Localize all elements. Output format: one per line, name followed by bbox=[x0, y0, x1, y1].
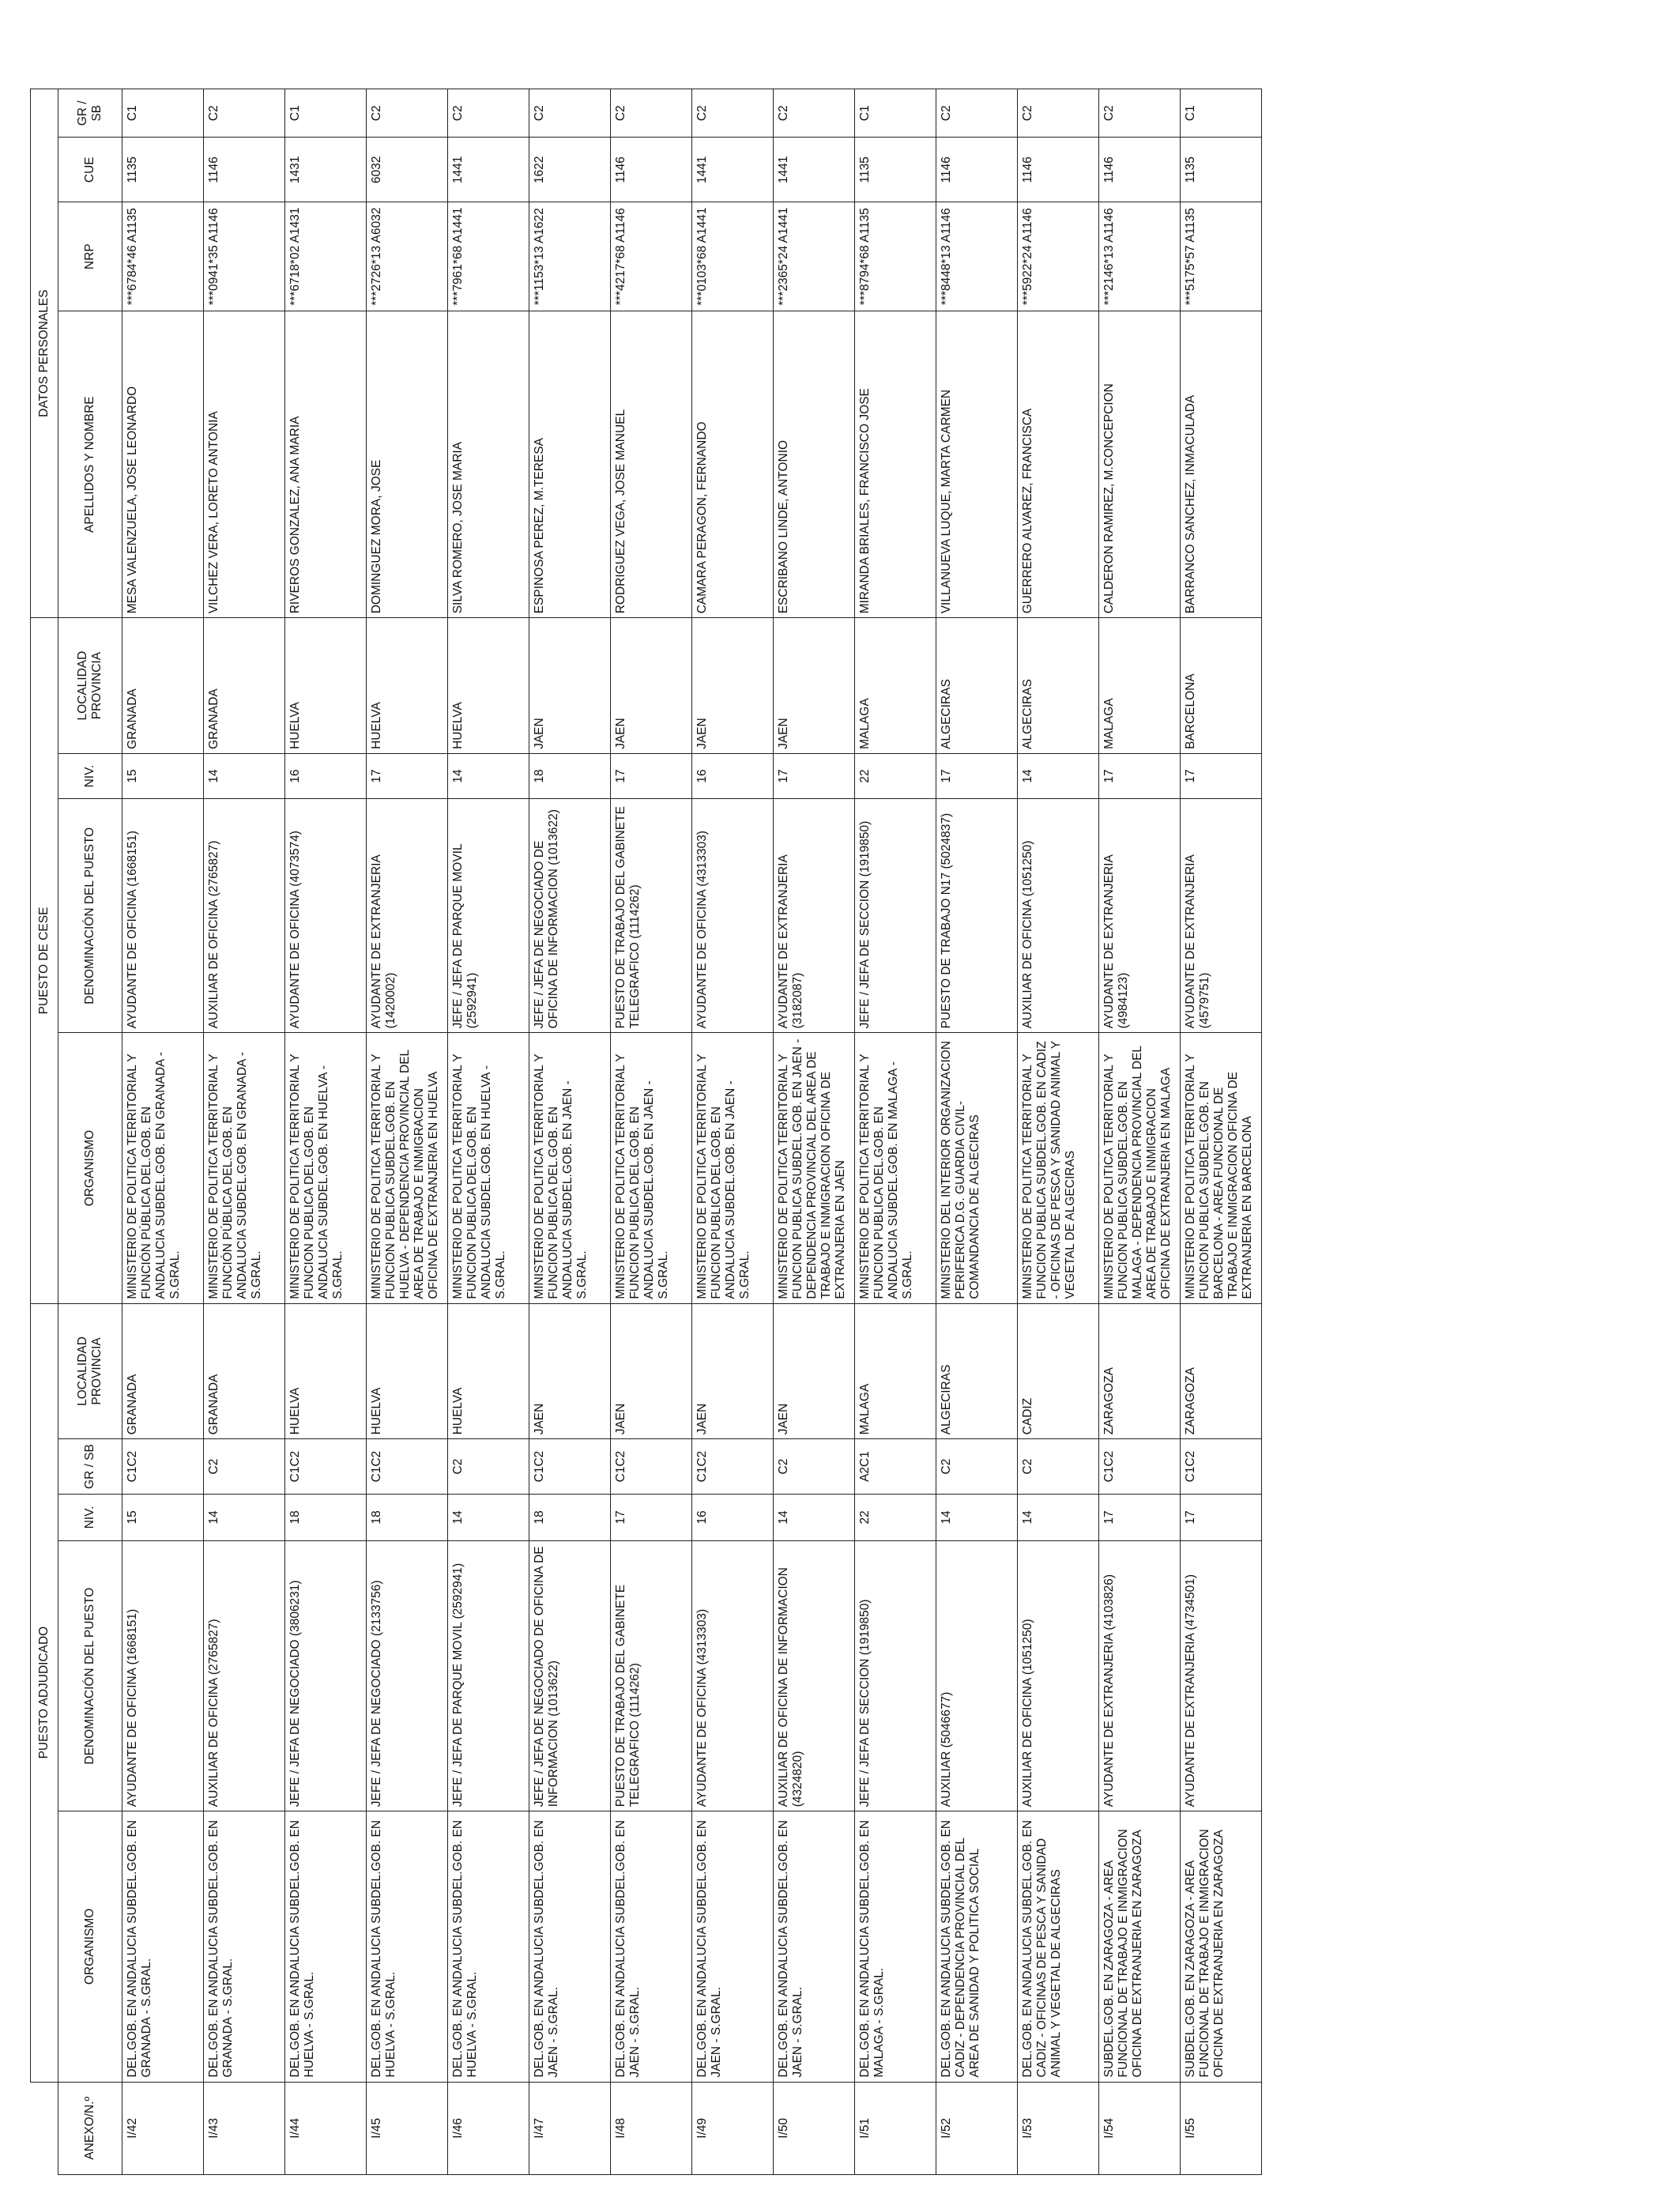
cese-localidad-cell: ALGECIRAS bbox=[1018, 618, 1099, 754]
personal-gr-sb-cell: C2 bbox=[448, 89, 529, 138]
denominacion-cell: JEFE / JEFA DE NEGOCIADO DE OFICINA DE INFORMACION (1013622) bbox=[529, 1541, 611, 1811]
cese-nivel-cell: 14 bbox=[1018, 753, 1099, 798]
cese-denominacion-cell: AYUDANTE DE EXTRANJERIA (4579751) bbox=[1181, 799, 1262, 1033]
nivel-cell: 17 bbox=[1099, 1494, 1181, 1540]
anexo-cell: I/45 bbox=[367, 2082, 448, 2174]
cese-denominacion-cell: AYUDANTE DE OFICINA (1668151) bbox=[122, 799, 204, 1033]
nrp-cell: ***4217*68 A1146 bbox=[611, 202, 692, 311]
personal-gr-sb-cell: C2 bbox=[611, 89, 692, 138]
localidad-cell: HUELVA bbox=[367, 1303, 448, 1439]
anexo-cell: I/43 bbox=[204, 2082, 285, 2174]
organismo-cell: DEL.GOB. EN ANDALUCIA SUBDEL.GOB. EN JAEN - S.GRAL. bbox=[611, 1811, 692, 2082]
personal-gr-sb-cell: C1 bbox=[855, 89, 936, 138]
col-header-gr-sb: GR / SB bbox=[58, 1439, 122, 1494]
cese-localidad-cell: MALAGA bbox=[855, 618, 936, 754]
col-header-organismo: ORGANISMO bbox=[58, 1811, 122, 2082]
cese-localidad-cell: HUELVA bbox=[448, 618, 529, 754]
cue-cell: 1441 bbox=[774, 138, 855, 202]
cese-denominacion-cell: AYUDANTE DE OFICINA (4073574) bbox=[285, 799, 367, 1033]
personal-gr-sb-cell: C2 bbox=[1099, 89, 1181, 138]
cue-cell: 6032 bbox=[367, 138, 448, 202]
cese-localidad-cell: MALAGA bbox=[1099, 618, 1181, 754]
cese-organismo-cell: MINISTERIO DE POLITICA TERRITORIAL Y FUNCION PUBLICA DEL.GOB. EN ANDALUCIA SUBDEL.GOB. EN JAEN - S.GRAL. bbox=[529, 1033, 611, 1303]
organismo-cell: DEL.GOB. EN ANDALUCIA SUBDEL.GOB. EN MALAGA - S.GRAL. bbox=[855, 1811, 936, 2082]
gr-sb-cell: C1C2 bbox=[285, 1439, 367, 1494]
denominacion-cell: AUXILIAR (5046677) bbox=[936, 1541, 1018, 1811]
apellidos-nombre-cell: VILLANUEVA LUQUE, MARTA CARMEN bbox=[936, 311, 1018, 618]
cue-cell: 1146 bbox=[1018, 138, 1099, 202]
col-header-cese-denominacion: DENOMINACIÓN DEL PUESTO bbox=[58, 799, 122, 1033]
gr-sb-cell: C1C2 bbox=[367, 1439, 448, 1494]
cese-localidad-cell: JAEN bbox=[692, 618, 774, 754]
cue-cell: 1146 bbox=[204, 138, 285, 202]
localidad-cell: JAEN bbox=[692, 1303, 774, 1439]
cese-nivel-cell: 17 bbox=[367, 753, 448, 798]
cese-localidad-cell: JAEN bbox=[611, 618, 692, 754]
organismo-cell: DEL.GOB. EN ANDALUCIA SUBDEL.GOB. EN JAEN - S.GRAL. bbox=[774, 1811, 855, 2082]
cese-denominacion-cell: JEFE / JEFA DE SECCION (1919850) bbox=[855, 799, 936, 1033]
denominacion-cell: AUXILIAR DE OFICINA (1051250) bbox=[1018, 1541, 1099, 1811]
organismo-cell: SUBDEL.GOB. EN ZARAGOZA - AREA FUNCIONAL DE TRABAJO E INMIGRACION OFICINA DE EXTRANJERIA EN ZARAGOZA bbox=[1181, 1811, 1262, 2082]
apellidos-nombre-cell: ESCRIBANO LINDE, ANTONIO bbox=[774, 311, 855, 618]
apellidos-nombre-cell: DOMINGUEZ MORA, JOSE bbox=[367, 311, 448, 618]
nrp-cell: ***5922*24 A1146 bbox=[1018, 202, 1099, 311]
localidad-cell: JAEN bbox=[611, 1303, 692, 1439]
table-row bbox=[692, 89, 774, 2175]
cese-organismo-cell: MINISTERIO DE POLITICA TERRITORIAL Y FUNCION PUBLICA SUBDEL.GOB. EN BARCELONA - AREA FUNCIONAL DE TRABAJO E INMIGRACION OFICINA DE EXTRANJERIA EN BARCELONA bbox=[1181, 1033, 1262, 1303]
nivel-cell: 22 bbox=[855, 1494, 936, 1540]
col-header-denominacion: DENOMINACIÓN DEL PUESTO bbox=[58, 1541, 122, 1811]
col-header-anexo: ANEXO/N.º bbox=[58, 2082, 122, 2174]
table-row bbox=[855, 89, 936, 2175]
nrp-cell: ***8794*68 A1135 bbox=[855, 202, 936, 311]
personal-gr-sb-cell: C1 bbox=[122, 89, 204, 138]
nrp-cell: ***2146*13 A1146 bbox=[1099, 202, 1181, 311]
organismo-cell: DEL.GOB. EN ANDALUCIA SUBDEL.GOB. EN HUELVA - S.GRAL. bbox=[448, 1811, 529, 2082]
localidad-cell: MALAGA bbox=[855, 1303, 936, 1439]
cese-denominacion-cell: AUXILIAR DE OFICINA (1051250) bbox=[1018, 799, 1099, 1033]
cese-localidad-cell: JAEN bbox=[774, 618, 855, 754]
denominacion-cell: JEFE / JEFA DE NEGOCIADO (2133756) bbox=[367, 1541, 448, 1811]
cese-localidad-cell: ALGECIRAS bbox=[936, 618, 1018, 754]
apellidos-nombre-cell: MIRANDA BRIALES, FRANCISCO JOSE bbox=[855, 311, 936, 618]
localidad-cell: HUELVA bbox=[285, 1303, 367, 1439]
nrp-cell: ***1153*13 A1622 bbox=[529, 202, 611, 311]
cese-organismo-cell: MINISTERIO DE POLITICA TERRITORIAL Y FUNCION PUBLICA DEL.GOB. EN ANDALUCIA SUBDEL.GOB. EN JAEN - S.GRAL. bbox=[692, 1033, 774, 1303]
nivel-cell: 18 bbox=[285, 1494, 367, 1540]
col-header-localidad: LOCALIDAD PROVINCIA bbox=[58, 1303, 122, 1439]
nivel-cell: 14 bbox=[774, 1494, 855, 1540]
group-puesto-de-cese: PUESTO DE CESE bbox=[31, 618, 58, 1303]
rotated-document-sheet bbox=[16, 0, 1648, 2194]
cese-organismo-cell: MINISTERIO DE POLITICA TERRITORIAL Y FUNCION PUBLICA SUBDEL.GOB. EN CADIZ - OFICINAS DE PESCA Y SANIDAD ANIMAL Y VEGETAL DE ALGECIRAS bbox=[1018, 1033, 1099, 1303]
cese-denominacion-cell: AYUDANTE DE EXTRANJERIA (3182087) bbox=[774, 799, 855, 1033]
personal-gr-sb-cell: C1 bbox=[1181, 89, 1262, 138]
localidad-cell: JAEN bbox=[529, 1303, 611, 1439]
cese-organismo-cell: MINISTERIO DE POLITICA TERRITORIAL Y FUNCION PUBLICA DEL.GOB. EN ANDALUCIA SUBDEL.GOB. EN MALAGA - S.GRAL. bbox=[855, 1033, 936, 1303]
denominacion-cell: AYUDANTE DE EXTRANJERIA (4103826) bbox=[1099, 1541, 1181, 1811]
cese-nivel-cell: 17 bbox=[774, 753, 855, 798]
cese-nivel-cell: 17 bbox=[611, 753, 692, 798]
table-row bbox=[936, 89, 1018, 2175]
anexo-cell: I/44 bbox=[285, 2082, 367, 2174]
cue-cell: 1146 bbox=[1099, 138, 1181, 202]
organismo-cell: DEL.GOB. EN ANDALUCIA SUBDEL.GOB. EN CADIZ - DEPENDENCIA PROVINCIAL DEL AREA DE SANIDAD Y POLITICA SOCIAL bbox=[936, 1811, 1018, 2082]
cese-organismo-cell: MINISTERIO DE POLITICA TERRITORIAL Y FUNCION PUBLICA SUBDEL.GOB. EN HUELVA - DEPENDENCIA PROVINCIAL DEL AREA DE TRABAJO E INMIGRACION OFICINA DE EXTRANJERIA EN HUELVA bbox=[367, 1033, 448, 1303]
personal-gr-sb-cell: C2 bbox=[936, 89, 1018, 138]
localidad-cell: JAEN bbox=[774, 1303, 855, 1439]
cese-organismo-cell: MINISTERIO DE POLITICA TERRITORIAL Y FUNCION PUBLICA SUBDEL.GOB. EN MALAGA - DEPENDENCIA PROVINCIAL DEL AREA DE TRABAJO E INMIGRACION OFICINA DE EXTRANJERIA EN MALAGA bbox=[1099, 1033, 1181, 1303]
organismo-cell: DEL.GOB. EN ANDALUCIA SUBDEL.GOB. EN HUELVA - S.GRAL. bbox=[367, 1811, 448, 2082]
denominacion-cell: AUXILIAR DE OFICINA (2765827) bbox=[204, 1541, 285, 1811]
nrp-cell: ***0941*35 A1146 bbox=[204, 202, 285, 311]
cue-cell: 1622 bbox=[529, 138, 611, 202]
cese-nivel-cell: 18 bbox=[529, 753, 611, 798]
cese-localidad-cell: HUELVA bbox=[285, 618, 367, 754]
anexo-cell: I/54 bbox=[1099, 2082, 1181, 2174]
nivel-cell: 18 bbox=[367, 1494, 448, 1540]
apellidos-nombre-cell: MESA VALENZUELA, JOSE LEONARDO bbox=[122, 311, 204, 618]
gr-sb-cell: C2 bbox=[1018, 1439, 1099, 1494]
cue-cell: 1431 bbox=[285, 138, 367, 202]
cese-denominacion-cell: AUXILIAR DE OFICINA (2765827) bbox=[204, 799, 285, 1033]
table-row bbox=[204, 89, 285, 2175]
table-row bbox=[1018, 89, 1099, 2175]
localidad-cell: GRANADA bbox=[122, 1303, 204, 1439]
table-row bbox=[611, 89, 692, 2175]
denominacion-cell: JEFE / JEFA DE NEGOCIADO (3806231) bbox=[285, 1541, 367, 1811]
denominacion-cell: PUESTO DE TRABAJO DEL GABINETE TELEGRAFICO (1114262) bbox=[611, 1541, 692, 1811]
personal-gr-sb-cell: C2 bbox=[204, 89, 285, 138]
personal-gr-sb-cell: C2 bbox=[692, 89, 774, 138]
anexo-cell: I/51 bbox=[855, 2082, 936, 2174]
nivel-cell: 17 bbox=[611, 1494, 692, 1540]
nrp-cell: ***6784*46 A1135 bbox=[122, 202, 204, 311]
nivel-cell: 14 bbox=[1018, 1494, 1099, 1540]
nrp-cell: ***6718*02 A1431 bbox=[285, 202, 367, 311]
table-row bbox=[367, 89, 448, 2175]
cese-localidad-cell: GRANADA bbox=[122, 618, 204, 754]
organismo-cell: DEL.GOB. EN ANDALUCIA SUBDEL.GOB. EN GRANADA - S.GRAL. bbox=[204, 1811, 285, 2082]
cese-nivel-cell: 16 bbox=[285, 753, 367, 798]
table-row bbox=[122, 89, 204, 2175]
cue-cell: 1441 bbox=[448, 138, 529, 202]
nrp-cell: ***8448*13 A1146 bbox=[936, 202, 1018, 311]
gr-sb-cell: A2C1 bbox=[855, 1439, 936, 1494]
cese-organismo-cell: MINISTERIO DEL INTERIOR ORGANIZACION PERIFERICA D.G. GUARDIA CIVIL- COMANDANCIA DE ALGECIRAS bbox=[936, 1033, 1018, 1303]
table-row bbox=[774, 89, 855, 2175]
anexo-cell: I/52 bbox=[936, 2082, 1018, 2174]
assignments-table bbox=[30, 89, 1262, 2175]
corner-blank bbox=[31, 2082, 58, 2174]
cese-nivel-cell: 22 bbox=[855, 753, 936, 798]
cese-denominacion-cell: PUESTO DE TRABAJO N17 (5024837) bbox=[936, 799, 1018, 1033]
cese-denominacion-cell: AYUDANTE DE OFICINA (4313303) bbox=[692, 799, 774, 1033]
personal-gr-sb-cell: C2 bbox=[529, 89, 611, 138]
cue-cell: 1135 bbox=[122, 138, 204, 202]
apellidos-nombre-cell: CAMARA PERAGON, FERNANDO bbox=[692, 311, 774, 618]
anexo-cell: I/48 bbox=[611, 2082, 692, 2174]
table-row bbox=[1181, 89, 1262, 2175]
table-row bbox=[1099, 89, 1181, 2175]
cese-denominacion-cell: JEFE / JEFA DE NEGOCIADO DE OFICINA DE INFORMACION (1013622) bbox=[529, 799, 611, 1033]
gr-sb-cell: C2 bbox=[774, 1439, 855, 1494]
gr-sb-cell: C1C2 bbox=[1099, 1439, 1181, 1494]
col-header-personal-gr-sb: GR / SB bbox=[58, 89, 122, 138]
cese-nivel-cell: 17 bbox=[936, 753, 1018, 798]
cue-cell: 1135 bbox=[1181, 138, 1262, 202]
organismo-cell: DEL.GOB. EN ANDALUCIA SUBDEL.GOB. EN GRANADA - S.GRAL. bbox=[122, 1811, 204, 2082]
anexo-cell: I/55 bbox=[1181, 2082, 1262, 2174]
organismo-cell: DEL.GOB. EN ANDALUCIA SUBDEL.GOB. EN JAEN - S.GRAL. bbox=[529, 1811, 611, 2082]
anexo-cell: I/47 bbox=[529, 2082, 611, 2174]
anexo-cell: I/49 bbox=[692, 2082, 774, 2174]
personal-gr-sb-cell: C1 bbox=[285, 89, 367, 138]
cese-nivel-cell: 17 bbox=[1099, 753, 1181, 798]
cese-organismo-cell: MINISTERIO DE POLITICA TERRITORIAL Y FUNCION PUBLICA DEL.GOB. EN ANDALUCIA SUBDEL.GOB. EN JAEN - S.GRAL. bbox=[611, 1033, 692, 1303]
table-row bbox=[285, 89, 367, 2175]
cese-organismo-cell: MINISTERIO DE POLITICA TERRITORIAL Y FUNCION PUBLICA DEL.GOB. EN ANDALUCIA SUBDEL.GOB. EN HUELVA - S.GRAL. bbox=[448, 1033, 529, 1303]
nivel-cell: 14 bbox=[204, 1494, 285, 1540]
denominacion-cell: JEFE / JEFA DE SECCION (1919850) bbox=[855, 1541, 936, 1811]
apellidos-nombre-cell: SILVA ROMERO, JOSE MARIA bbox=[448, 311, 529, 618]
gr-sb-cell: C1C2 bbox=[1181, 1439, 1262, 1494]
denominacion-cell: AUXILIAR DE OFICINA DE INFORMACION (4324820) bbox=[774, 1541, 855, 1811]
localidad-cell: ZARAGOZA bbox=[1181, 1303, 1262, 1439]
gr-sb-cell: C1C2 bbox=[611, 1439, 692, 1494]
nrp-cell: ***5175*57 A1135 bbox=[1181, 202, 1262, 311]
table-row bbox=[529, 89, 611, 2175]
cese-denominacion-cell: PUESTO DE TRABAJO DEL GABINETE TELEGRAFICO (1114262) bbox=[611, 799, 692, 1033]
localidad-cell: GRANADA bbox=[204, 1303, 285, 1439]
denominacion-cell: AYUDANTE DE EXTRANJERIA (4734501) bbox=[1181, 1541, 1262, 1811]
apellidos-nombre-cell: ESPINOSA PEREZ, M.TERESA bbox=[529, 311, 611, 618]
cese-nivel-cell: 14 bbox=[204, 753, 285, 798]
cese-localidad-cell: BARCELONA bbox=[1181, 618, 1262, 754]
table-body bbox=[122, 89, 1262, 2175]
cese-organismo-cell: MINISTERIO DE POLITICA TERRITORIAL Y FUNCIÓN PÚBLICA DEL.GOB. EN ANDALUCIA SUBDEL.GOB. EN GRANADA - S.GRAL. bbox=[204, 1033, 285, 1303]
col-header-apellidos-nombre: APELLIDOS Y NOMBRE bbox=[58, 311, 122, 618]
anexo-cell: I/42 bbox=[122, 2082, 204, 2174]
cese-localidad-cell: GRANADA bbox=[204, 618, 285, 754]
nrp-cell: ***7961*68 A1441 bbox=[448, 202, 529, 311]
nrp-cell: ***0103*68 A1441 bbox=[692, 202, 774, 311]
personal-gr-sb-cell: C2 bbox=[1018, 89, 1099, 138]
nivel-cell: 14 bbox=[448, 1494, 529, 1540]
localidad-cell: ZARAGOZA bbox=[1099, 1303, 1181, 1439]
group-datos-personales: DATOS PERSONALES bbox=[31, 89, 58, 618]
denominacion-cell: JEFE / JEFA DE PARQUE MOVIL (2592941) bbox=[448, 1541, 529, 1811]
cese-localidad-cell: JAEN bbox=[529, 618, 611, 754]
gr-sb-cell: C1C2 bbox=[122, 1439, 204, 1494]
col-header-nivel: NIV. bbox=[58, 1494, 122, 1540]
cese-denominacion-cell: AYUDANTE DE EXTRANJERIA (4984123) bbox=[1099, 799, 1181, 1033]
organismo-cell: DEL.GOB. EN ANDALUCIA SUBDEL.GOB. EN JAEN - S.GRAL. bbox=[692, 1811, 774, 2082]
cue-cell: 1146 bbox=[611, 138, 692, 202]
denominacion-cell: AYUDANTE DE OFICINA (4313303) bbox=[692, 1541, 774, 1811]
gr-sb-cell: C2 bbox=[936, 1439, 1018, 1494]
cese-nivel-cell: 17 bbox=[1181, 753, 1262, 798]
cese-denominacion-cell: JEFE / JEFA DE PARQUE MOVIL (2592941) bbox=[448, 799, 529, 1033]
localidad-cell: CADIZ bbox=[1018, 1303, 1099, 1439]
cese-localidad-cell: HUELVA bbox=[367, 618, 448, 754]
col-header-cese-organismo: ORGANISMO bbox=[58, 1033, 122, 1303]
col-header-cese-localidad: LOCALIDAD PROVINCIA bbox=[58, 618, 122, 754]
organismo-cell: DEL.GOB. EN ANDALUCIA SUBDEL.GOB. EN CADIZ - OFICINAS DE PESCA Y SANIDAD ANIMAL Y VEGETAL DE ALGECIRAS bbox=[1018, 1811, 1099, 2082]
column-header-row bbox=[58, 89, 122, 2175]
cese-nivel-cell: 14 bbox=[448, 753, 529, 798]
col-header-cese-nivel: NIV. bbox=[58, 753, 122, 798]
organismo-cell: DEL.GOB. EN ANDALUCIA SUBDEL.GOB. EN HUELVA - S.GRAL. bbox=[285, 1811, 367, 2082]
anexo-cell: I/50 bbox=[774, 2082, 855, 2174]
localidad-cell: HUELVA bbox=[448, 1303, 529, 1439]
organismo-cell: SUBDEL.GOB. EN ZARAGOZA - AREA FUNCIONAL DE TRABAJO E INMIGRACION OFICINA DE EXTRANJERIA EN ZARAGOZA bbox=[1099, 1811, 1181, 2082]
cue-cell: 1441 bbox=[692, 138, 774, 202]
apellidos-nombre-cell: GUERRERO ALVAREZ, FRANCISCA bbox=[1018, 311, 1099, 618]
nrp-cell: ***2365*24 A1441 bbox=[774, 202, 855, 311]
gr-sb-cell: C2 bbox=[204, 1439, 285, 1494]
personal-gr-sb-cell: C2 bbox=[367, 89, 448, 138]
nivel-cell: 16 bbox=[692, 1494, 774, 1540]
nivel-cell: 17 bbox=[1181, 1494, 1262, 1540]
apellidos-nombre-cell: RIVEROS GONZALEZ, ANA MARIA bbox=[285, 311, 367, 618]
personal-gr-sb-cell: C2 bbox=[774, 89, 855, 138]
group-header-row bbox=[31, 89, 58, 2175]
col-header-cue: CUE bbox=[58, 138, 122, 202]
cese-organismo-cell: MINISTERIO DE POLITICA TERRITORIAL Y FUNCION PUBLICA DEL.GOB. EN ANDALUCIA SUBDEL.GOB. EN HUELVA - S.GRAL. bbox=[285, 1033, 367, 1303]
cue-cell: 1135 bbox=[855, 138, 936, 202]
table-row bbox=[448, 89, 529, 2175]
cese-denominacion-cell: AYUDANTE DE EXTRANJERIA (1420002) bbox=[367, 799, 448, 1033]
cese-organismo-cell: MINISTERIO DE POLITICA TERRITORIAL Y FUNCION PUBLICA SUBDEL.GOB. EN JAEN - DEPENDENCIA PROVINCIAL DEL AREA DE TRABAJO E INMIGRACION OFICINA DE EXTRANJERIA EN JAEN bbox=[774, 1033, 855, 1303]
gr-sb-cell: C1C2 bbox=[692, 1439, 774, 1494]
apellidos-nombre-cell: CALDERON RAMIREZ, M.CONCEPCION bbox=[1099, 311, 1181, 618]
gr-sb-cell: C2 bbox=[448, 1439, 529, 1494]
nivel-cell: 18 bbox=[529, 1494, 611, 1540]
denominacion-cell: AYUDANTE DE OFICINA (1668151) bbox=[122, 1541, 204, 1811]
localidad-cell: ALGECIRAS bbox=[936, 1303, 1018, 1439]
nrp-cell: ***2726*13 A6032 bbox=[367, 202, 448, 311]
cese-organismo-cell: MINISTERIO DE POLITICA TERRITORIAL Y FUNCIÓN PÚBLICA DEL.GOB. EN ANDALUCIA SUBDEL.GOB. EN GRANADA - S.GRAL. bbox=[122, 1033, 204, 1303]
apellidos-nombre-cell: RODRIGUEZ VEGA, JOSE MANUEL bbox=[611, 311, 692, 618]
nivel-cell: 15 bbox=[122, 1494, 204, 1540]
anexo-cell: I/53 bbox=[1018, 2082, 1099, 2174]
group-puesto-adjudicado: PUESTO ADJUDICADO bbox=[31, 1303, 58, 2082]
cue-cell: 1146 bbox=[936, 138, 1018, 202]
apellidos-nombre-cell: VILCHEZ VERA, LORETO ANTONIA bbox=[204, 311, 285, 618]
col-header-nrp: NRP bbox=[58, 202, 122, 311]
cese-nivel-cell: 16 bbox=[692, 753, 774, 798]
apellidos-nombre-cell: BARRANCO SANCHEZ, INMACULADA bbox=[1181, 311, 1262, 618]
gr-sb-cell: C1C2 bbox=[529, 1439, 611, 1494]
anexo-cell: I/46 bbox=[448, 2082, 529, 2174]
nivel-cell: 14 bbox=[936, 1494, 1018, 1540]
cese-nivel-cell: 15 bbox=[122, 753, 204, 798]
